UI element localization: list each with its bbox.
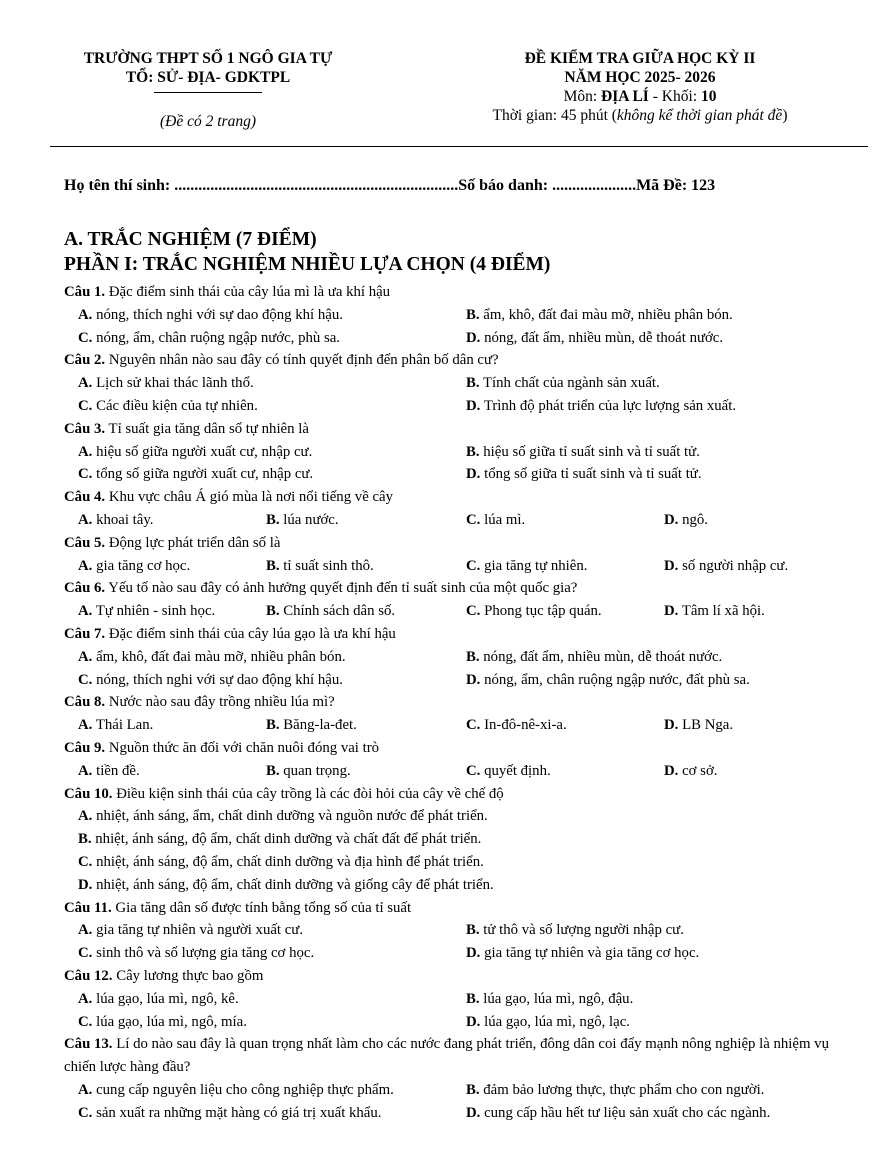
option-key: B. <box>78 831 92 848</box>
option-text: lúa gạo, lúa mì, ngô, lạc. <box>480 1013 630 1030</box>
option-key: A. <box>78 922 93 939</box>
question-text: Tỉ suất gia tăng dân số tự nhiên là <box>105 420 309 437</box>
option-key: D. <box>664 603 679 620</box>
exam-header <box>440 49 840 125</box>
option-row <box>64 463 859 486</box>
answer-option <box>466 600 664 623</box>
time-line <box>440 106 840 125</box>
question-stem <box>64 691 859 714</box>
option-text: Tính chất của ngành sản xuất. <box>479 375 660 392</box>
option-text: gia tăng tự nhiên và gia tăng cơ học. <box>480 945 700 962</box>
option-key: C. <box>78 397 93 414</box>
answer-option <box>466 714 664 737</box>
option-row <box>64 1102 859 1125</box>
option-text: Trình độ phát triển của lực lượng sản xuất. <box>480 397 737 414</box>
option-key: A. <box>78 443 93 460</box>
question-text: Lí do nào sau đây là quan trọng nhất làm cho các nước đang phát triển, đông dân coi đẩy mạnh nông nghiệp là nhiệm vụ chiến lược hàng đầu? <box>64 1036 829 1076</box>
answer-option <box>466 304 733 327</box>
option-key: C. <box>466 762 481 779</box>
option-key: D. <box>664 717 679 734</box>
option-key: A. <box>78 717 93 734</box>
answer-option <box>78 327 466 350</box>
question-stem <box>64 532 859 555</box>
answer-option <box>466 395 736 418</box>
option-text: Tâm lí xã hội. <box>678 603 765 620</box>
option-row <box>64 646 859 669</box>
answer-option <box>78 600 266 623</box>
exam-title: ĐỀ KIỂM TRA GIỮA HỌC KỲ II <box>524 50 756 67</box>
option-key: D. <box>664 557 679 574</box>
question-text: Đặc điểm sinh thái của cây lúa mì là ưa khí hậu <box>105 284 391 300</box>
question-12 <box>64 965 859 1033</box>
answer-option <box>466 509 664 532</box>
option-text: tổng số giữa tỉ suất sinh và tỉ suất tử. <box>480 466 702 483</box>
question-8 <box>64 691 859 737</box>
option-text: nhiệt, ánh sáng, độ ẩm, chất dinh dưỡng và giống cây để phát triển. <box>92 876 494 893</box>
option-key: A. <box>78 557 93 574</box>
option-row <box>64 828 859 851</box>
question-stem <box>64 1033 859 1079</box>
option-row <box>64 669 859 692</box>
answer-option <box>78 463 466 486</box>
option-key: A. <box>78 990 93 1007</box>
option-key: B. <box>466 1081 480 1098</box>
option-key: B. <box>466 990 480 1007</box>
answer-option <box>266 509 466 532</box>
answer-option <box>664 509 708 532</box>
question-label: Câu 9. <box>64 739 106 756</box>
answer-option <box>78 1011 466 1034</box>
option-row <box>64 509 859 532</box>
option-row <box>64 988 859 1011</box>
option-row <box>64 919 859 942</box>
option-text: LB Nga. <box>678 717 734 734</box>
question-label: Câu 13. <box>64 1036 113 1053</box>
option-row <box>64 1011 859 1034</box>
question-text: Điều kiện sinh thái của cây trồng là các đòi hỏi của cây về chế độ <box>112 785 504 802</box>
option-key: A. <box>78 648 93 665</box>
answer-option <box>78 805 488 828</box>
answer-option <box>664 600 765 623</box>
option-text: Chính sách dân số. <box>279 603 396 620</box>
subject-name: ĐỊA LÍ <box>601 88 649 105</box>
option-text: nóng, đất ẩm, nhiều mùn, dễ thoát nước. <box>480 329 724 346</box>
option-row <box>64 600 859 623</box>
option-key: B. <box>266 762 280 779</box>
answer-option <box>664 555 788 578</box>
option-text: In-đô-nê-xi-a. <box>480 717 567 734</box>
question-label: Câu 1. <box>64 284 106 300</box>
answer-option <box>466 942 699 965</box>
question-label: Câu 11. <box>64 899 112 916</box>
answer-option <box>78 760 266 783</box>
option-text: lúa nước. <box>279 511 339 528</box>
option-text: đảm bảo lương thực, thực phẩm cho con người. <box>479 1081 765 1098</box>
option-text: cung cấp nguyên liệu cho công nghiệp thực phẩm. <box>92 1081 394 1098</box>
answer-option <box>78 1079 466 1102</box>
question-text: Nguyên nhân nào sau đây có tính quyết định đến phân bố dân cư? <box>105 352 499 369</box>
option-key: B. <box>266 603 280 620</box>
option-text: Lịch sử khai thác lãnh thổ. <box>92 375 254 392</box>
option-key: B. <box>266 557 280 574</box>
time-suffix: ) <box>782 107 788 124</box>
answer-option <box>78 942 466 965</box>
question-label: Câu 12. <box>64 967 113 984</box>
question-label: Câu 10. <box>64 785 113 802</box>
option-key: B. <box>266 511 280 528</box>
question-label: Câu 8. <box>64 694 106 711</box>
question-list <box>64 281 859 1124</box>
option-text: nóng, thích nghi với sự dao động khí hậu. <box>92 671 343 688</box>
option-text: ẩm, khô, đất đai màu mỡ, nhiều phân bón. <box>92 648 346 665</box>
option-row <box>64 805 859 828</box>
question-label: Câu 4. <box>64 489 106 506</box>
option-text: Phong tục tập quán. <box>480 603 602 620</box>
option-key: A. <box>78 1081 93 1098</box>
question-text: Yếu tố nào sau đây có ảnh hưởng quyết định đến tỉ suất sinh của một quốc gia? <box>105 580 578 597</box>
answer-option <box>466 1011 630 1034</box>
option-text: sản xuất ra những mặt hàng có giá trị xuất khẩu. <box>92 1104 382 1121</box>
question-11 <box>64 897 859 965</box>
answer-option <box>664 714 733 737</box>
option-text: hiệu số giữa tỉ suất sinh và tỉ suất tử. <box>479 443 700 460</box>
option-text: hiệu số giữa người xuất cư, nhập cư. <box>92 443 313 460</box>
option-text: nóng, thích nghi với sự dao động khí hậu. <box>92 306 343 323</box>
option-text: sinh thô và số lượng gia tăng cơ học. <box>92 945 315 962</box>
question-stem <box>64 623 859 646</box>
option-key: D. <box>466 329 481 346</box>
answer-option <box>78 919 466 942</box>
question-stem <box>64 349 859 372</box>
answer-option <box>466 555 664 578</box>
question-stem <box>64 783 859 806</box>
option-text: gia tăng cơ học. <box>92 557 191 574</box>
answer-option <box>78 714 266 737</box>
option-row <box>64 327 859 350</box>
answer-option <box>78 988 466 1011</box>
answer-option <box>466 988 633 1011</box>
option-row <box>64 760 859 783</box>
option-key: C. <box>78 853 93 870</box>
option-text: khoai tây. <box>92 511 154 528</box>
option-row <box>64 851 859 874</box>
option-key: D. <box>664 511 679 528</box>
option-text: tiền đề. <box>92 762 140 779</box>
answer-option <box>466 1079 764 1102</box>
option-key: D. <box>466 945 481 962</box>
question-label: Câu 7. <box>64 625 106 642</box>
option-key: C. <box>78 329 93 346</box>
option-text: lúa gạo, lúa mì, ngô, kê. <box>92 990 239 1007</box>
option-text: lúa mì. <box>480 511 526 528</box>
answer-option <box>466 441 700 464</box>
option-key: B. <box>266 717 280 734</box>
option-key: A. <box>78 306 93 323</box>
option-key: C. <box>78 466 93 483</box>
option-row <box>64 555 859 578</box>
question-stem <box>64 965 859 988</box>
answer-option <box>466 646 722 669</box>
time-note: không kể thời gian phát đề <box>616 107 783 124</box>
question-text: Cây lương thực bao gồm <box>112 967 264 984</box>
option-key: D. <box>664 762 679 779</box>
option-text: Tự nhiên - sinh học. <box>92 603 216 620</box>
option-key: C. <box>466 557 481 574</box>
option-key: C. <box>466 717 481 734</box>
answer-option <box>466 1102 770 1125</box>
question-7 <box>64 623 859 691</box>
option-key: B. <box>466 375 480 392</box>
question-13 <box>64 1033 859 1124</box>
option-text: tổng số giữa người xuất cư, nhập cư. <box>92 466 314 483</box>
question-text: Gia tăng dân số được tính bằng tổng số của tỉ suất <box>111 899 412 916</box>
option-text: nhiệt, ánh sáng, độ ẩm, chất dinh dưỡng và chất đất để phát triển. <box>91 831 482 848</box>
question-label: Câu 2. <box>64 352 106 369</box>
answer-option <box>78 441 466 464</box>
option-row <box>64 304 859 327</box>
question-stem <box>64 418 859 441</box>
option-text: gia tăng tự nhiên và người xuất cư. <box>92 922 304 939</box>
answer-option <box>466 669 750 692</box>
question-stem <box>64 281 859 304</box>
header-underline <box>154 92 262 93</box>
option-row <box>64 1079 859 1102</box>
option-key: A. <box>78 808 93 825</box>
option-key: B. <box>466 648 480 665</box>
question-stem <box>64 577 859 600</box>
question-1 <box>64 281 859 349</box>
question-3 <box>64 418 859 486</box>
option-text: gia tăng tự nhiên. <box>480 557 588 574</box>
department-name: TỔ: SỬ- ĐỊA- GDKTPL <box>125 69 291 86</box>
option-key: C. <box>78 945 93 962</box>
option-text: Thái Lan. <box>92 717 154 734</box>
question-5 <box>64 532 859 578</box>
student-info-line: Họ tên thí sinh: .......................................................................Số báo danh: .....................Mã Đề: 123 <box>64 177 716 194</box>
option-text: quyết định. <box>480 762 551 779</box>
option-key: D. <box>466 1013 481 1030</box>
answer-option <box>664 760 717 783</box>
option-text: nóng, ẩm, chân ruộng ngập nước, đất phù sa. <box>480 671 750 688</box>
option-text: quan trọng. <box>279 762 351 779</box>
option-row <box>64 395 859 418</box>
option-text: ngô. <box>678 511 708 528</box>
question-4 <box>64 486 859 532</box>
option-key: D. <box>466 397 481 414</box>
option-key: A. <box>78 603 93 620</box>
school-name: TRƯỜNG THPT SỐ 1 NGÔ GIA TỰ <box>83 50 333 67</box>
option-text: nóng, ẩm, chân ruộng ngập nước, phù sa. <box>92 329 340 346</box>
question-label: Câu 6. <box>64 580 106 597</box>
option-text: nhiệt, ánh sáng, ẩm, chất dinh dưỡng và nguồn nước để phát triển. <box>92 808 488 825</box>
question-text: Khu vực châu Á gió mùa là nơi nổi tiếng về cây <box>105 489 393 506</box>
option-key: C. <box>466 511 481 528</box>
answer-option <box>78 874 494 897</box>
option-text: lúa gạo, lúa mì, ngô, mía. <box>92 1013 247 1030</box>
option-text: cung cấp hầu hết tư liệu sản xuất cho các ngành. <box>480 1104 771 1121</box>
grade-value: 10 <box>700 88 717 105</box>
pages-note: (Đề có 2 trang) <box>160 113 256 130</box>
question-6 <box>64 577 859 623</box>
option-key: D. <box>466 671 481 688</box>
answer-option <box>78 555 266 578</box>
option-row <box>64 942 859 965</box>
question-9 <box>64 737 859 783</box>
answer-option <box>466 760 664 783</box>
option-row <box>64 714 859 737</box>
answer-option <box>78 828 481 851</box>
option-key: D. <box>78 876 93 893</box>
school-year: NĂM HỌC 2025- 2026 <box>564 69 716 86</box>
option-key: C. <box>78 1013 93 1030</box>
answer-option <box>78 1102 466 1125</box>
header-divider <box>50 146 868 147</box>
option-text: nóng, đất ẩm, nhiều mùn, dễ thoát nước. <box>479 648 723 665</box>
option-key: C. <box>466 603 481 620</box>
option-text: Các điều kiện của tự nhiên. <box>92 397 258 414</box>
option-text: tỉ suất sinh thô. <box>279 557 374 574</box>
section-a-title: A. TRẮC NGHIỆM (7 ĐIỂM) <box>64 229 317 250</box>
question-label: Câu 5. <box>64 534 106 551</box>
answer-option <box>78 304 466 327</box>
answer-option <box>78 851 484 874</box>
answer-option <box>266 714 466 737</box>
answer-option <box>266 555 466 578</box>
option-key: B. <box>466 922 480 939</box>
option-text: tử thô và số lượng người nhập cư. <box>479 922 684 939</box>
option-text: số người nhập cư. <box>678 557 789 574</box>
subject-line <box>440 87 840 106</box>
option-key: A. <box>78 762 93 779</box>
option-text: Băng-la-đet. <box>279 717 357 734</box>
option-text: cơ sở. <box>678 762 718 779</box>
answer-option <box>266 600 466 623</box>
option-key: A. <box>78 511 93 528</box>
option-text: ẩm, khô, đất đai màu mỡ, nhiều phân bón. <box>479 306 733 323</box>
answer-option <box>466 327 723 350</box>
option-key: D. <box>466 466 481 483</box>
answer-option <box>466 372 660 395</box>
subject-prefix: Môn: <box>563 88 602 105</box>
option-key: C. <box>78 1104 93 1121</box>
question-stem <box>64 737 859 760</box>
school-header <box>50 49 366 131</box>
answer-option <box>78 646 466 669</box>
answer-option <box>78 395 466 418</box>
grade-prefix: - Khối: <box>648 88 701 105</box>
option-key: B. <box>466 443 480 460</box>
time-prefix: Thời gian: 45 phút ( <box>492 107 617 124</box>
part-1-title: PHẦN I: TRẮC NGHIỆM NHIỀU LỰA CHỌN (4 ĐIỂM) <box>64 254 551 275</box>
answer-option <box>466 463 702 486</box>
option-row <box>64 874 859 897</box>
answer-option <box>266 760 466 783</box>
option-text: lúa gạo, lúa mì, ngô, đậu. <box>479 990 634 1007</box>
question-text: Động lực phát triển dân số là <box>105 534 281 551</box>
question-stem <box>64 897 859 920</box>
option-row <box>64 372 859 395</box>
question-text: Nguồn thức ăn đối với chăn nuôi đóng vai trò <box>105 739 380 756</box>
question-stem <box>64 486 859 509</box>
option-text: nhiệt, ánh sáng, độ ẩm, chất dinh dưỡng và địa hình để phát triển. <box>92 853 484 870</box>
answer-option <box>78 372 466 395</box>
question-10 <box>64 783 859 897</box>
option-key: D. <box>466 1104 481 1121</box>
question-text: Đặc điểm sinh thái của cây lúa gạo là ưa khí hậu <box>105 625 396 642</box>
option-row <box>64 441 859 464</box>
option-key: B. <box>466 306 480 323</box>
option-key: A. <box>78 375 93 392</box>
question-text: Nước nào sau đây trồng nhiều lúa mì? <box>105 694 335 711</box>
answer-option <box>78 669 466 692</box>
question-2 <box>64 349 859 417</box>
option-key: C. <box>78 671 93 688</box>
answer-option <box>78 509 266 532</box>
answer-option <box>466 919 684 942</box>
question-label: Câu 3. <box>64 420 106 437</box>
